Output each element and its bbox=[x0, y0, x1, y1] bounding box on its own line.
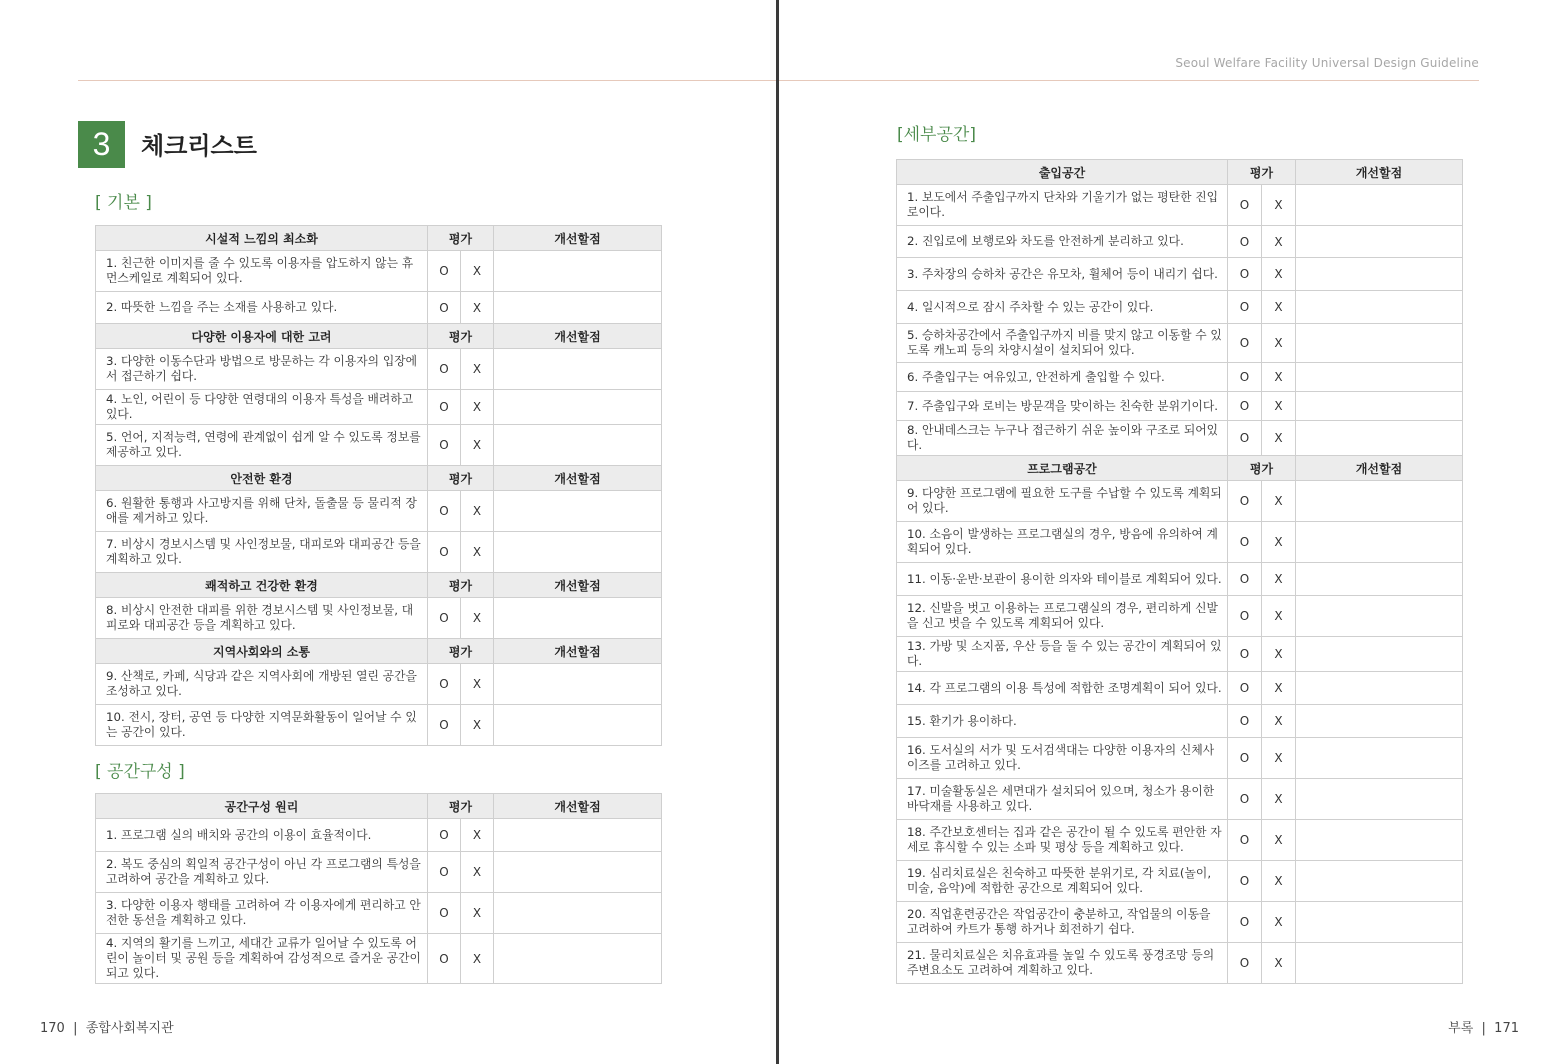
no-option[interactable]: X bbox=[461, 349, 494, 390]
checklist-item-text: 2. 따뜻한 느낌을 주는 소재를 사용하고 있다. bbox=[96, 292, 428, 324]
checklist-item-text: 4. 일시적으로 잠시 주차할 수 있는 공간이 있다. bbox=[897, 291, 1228, 324]
improvement-cell[interactable] bbox=[1296, 226, 1463, 258]
improvement-header: 개선할점 bbox=[494, 466, 662, 491]
improvement-cell[interactable] bbox=[494, 934, 662, 984]
checklist-item-text: 17. 미술활동실은 세면대가 설치되어 있으며, 청소가 용이한 바닥재를 사용하고 있다. bbox=[897, 779, 1228, 820]
yes-option[interactable]: O bbox=[1228, 522, 1262, 563]
improvement-cell[interactable] bbox=[494, 349, 662, 390]
checklist-item-text: 2. 복도 중심의 획일적 공간구성이 아닌 각 프로그램의 특성을 고려하여 공간을 계획하고 있다. bbox=[96, 852, 428, 893]
group-header-row bbox=[96, 226, 662, 251]
group-title: 쾌적하고 건강한 환경 bbox=[96, 573, 428, 598]
improvement-cell[interactable] bbox=[1296, 563, 1463, 596]
checklist-item-text: 12. 신발을 벗고 이용하는 프로그램실의 경우, 편리하게 신발을 신고 벗을 수 있도록 계획되어 있다. bbox=[897, 596, 1228, 637]
yes-option[interactable]: O bbox=[1228, 421, 1262, 456]
no-option[interactable]: X bbox=[461, 819, 494, 852]
no-option[interactable]: X bbox=[1262, 324, 1296, 363]
improvement-cell[interactable] bbox=[1296, 596, 1463, 637]
improvement-cell[interactable] bbox=[494, 425, 662, 466]
improvement-header: 개선할점 bbox=[494, 794, 662, 819]
improvement-cell[interactable] bbox=[1296, 258, 1463, 291]
table-row bbox=[897, 596, 1463, 637]
table-row bbox=[897, 421, 1463, 456]
improvement-cell[interactable] bbox=[1296, 705, 1463, 738]
improvement-cell[interactable] bbox=[494, 852, 662, 893]
checklist-item-text: 4. 노인, 어린이 등 다양한 연령대의 이용자 특성을 배려하고 있다. bbox=[96, 390, 428, 425]
no-option[interactable]: X bbox=[1262, 637, 1296, 672]
no-option[interactable]: X bbox=[1262, 779, 1296, 820]
table-row bbox=[897, 705, 1463, 738]
table-row bbox=[897, 324, 1463, 363]
no-option[interactable]: X bbox=[461, 664, 494, 705]
eval-header: 평가 bbox=[1228, 160, 1296, 185]
table-row bbox=[897, 481, 1463, 522]
group-title: 지역사회와의 소통 bbox=[96, 639, 428, 664]
checklist-item-text: 9. 산책로, 카페, 식당과 같은 지역사회에 개방된 열린 공간을 조성하고 있다. bbox=[96, 664, 428, 705]
no-option[interactable]: X bbox=[1262, 226, 1296, 258]
improvement-cell[interactable] bbox=[1296, 392, 1463, 421]
improvement-cell[interactable] bbox=[1296, 481, 1463, 522]
improvement-cell[interactable] bbox=[1296, 363, 1463, 392]
improvement-header: 개선할점 bbox=[1296, 456, 1463, 481]
table-row bbox=[96, 934, 662, 984]
group-title: 다양한 이용자에 대한 고려 bbox=[96, 324, 428, 349]
detail-checklist-table bbox=[896, 159, 1463, 984]
no-option[interactable]: X bbox=[461, 598, 494, 639]
yes-option[interactable]: O bbox=[428, 598, 461, 639]
yes-option[interactable]: O bbox=[428, 819, 461, 852]
table-row bbox=[96, 251, 662, 292]
no-option[interactable]: X bbox=[1262, 738, 1296, 779]
table-row bbox=[897, 522, 1463, 563]
checklist-item-text: 7. 비상시 경보시스템 및 사인정보물, 대피로와 대피공간 등을 계획하고 있다. bbox=[96, 532, 428, 573]
table-row bbox=[897, 820, 1463, 861]
table-row bbox=[96, 664, 662, 705]
yes-option[interactable]: O bbox=[1228, 185, 1262, 226]
detail-subheading: [세부공간] bbox=[897, 125, 976, 145]
table-row bbox=[897, 672, 1463, 705]
yes-option[interactable]: O bbox=[1228, 392, 1262, 421]
yes-option[interactable]: O bbox=[1228, 563, 1262, 596]
eval-header: 평가 bbox=[428, 226, 494, 251]
no-option[interactable]: X bbox=[461, 852, 494, 893]
improvement-cell[interactable] bbox=[1296, 738, 1463, 779]
no-option[interactable]: X bbox=[1262, 363, 1296, 392]
basic-subheading: [ 기본 ] bbox=[95, 193, 152, 213]
table-row bbox=[96, 349, 662, 390]
group-header-row bbox=[96, 324, 662, 349]
no-option[interactable]: X bbox=[1262, 185, 1296, 226]
table-row bbox=[897, 861, 1463, 902]
table-row bbox=[96, 705, 662, 746]
table-row bbox=[897, 637, 1463, 672]
table-row bbox=[897, 779, 1463, 820]
no-option[interactable]: X bbox=[1262, 672, 1296, 705]
improvement-cell[interactable] bbox=[1296, 820, 1463, 861]
group-header-row bbox=[897, 160, 1463, 185]
yes-option[interactable]: O bbox=[428, 491, 461, 532]
checklist-item-text: 11. 이동·운반·보관이 용이한 의자와 테이블로 계획되어 있다. bbox=[897, 563, 1228, 596]
yes-option[interactable]: O bbox=[1228, 291, 1262, 324]
no-option[interactable]: X bbox=[461, 532, 494, 573]
yes-option[interactable]: O bbox=[428, 390, 461, 425]
group-title: 프로그램공간 bbox=[897, 456, 1228, 481]
table-row bbox=[897, 258, 1463, 291]
improvement-cell[interactable] bbox=[494, 390, 662, 425]
checklist-item-text: 16. 도서실의 서가 및 도서검색대는 다양한 이용자의 신체사이즈를 고려하고 있다. bbox=[897, 738, 1228, 779]
yes-option[interactable]: O bbox=[1228, 226, 1262, 258]
table-row bbox=[96, 292, 662, 324]
table-row bbox=[897, 185, 1463, 226]
folio-left: 170 | 종합사회복지관 bbox=[40, 1021, 174, 1036]
improvement-header: 개선할점 bbox=[494, 226, 662, 251]
improvement-cell[interactable] bbox=[494, 292, 662, 324]
checklist-item-text: 18. 주간보호센터는 집과 같은 공간이 될 수 있도록 편안한 자세로 휴식할 수 있는 소파 및 평상 등을 계획하고 있다. bbox=[897, 820, 1228, 861]
yes-option[interactable]: O bbox=[428, 705, 461, 746]
no-option[interactable]: X bbox=[461, 705, 494, 746]
checklist-item-text: 5. 언어, 지적능력, 연령에 관계없이 쉽게 알 수 있도록 정보를 제공하고 있다. bbox=[96, 425, 428, 466]
improvement-cell[interactable] bbox=[1296, 522, 1463, 563]
improvement-cell[interactable] bbox=[1296, 185, 1463, 226]
header-rule-left bbox=[78, 80, 776, 81]
improvement-cell[interactable] bbox=[494, 532, 662, 573]
space-subheading: [ 공간구성 ] bbox=[95, 762, 185, 782]
table-row bbox=[897, 738, 1463, 779]
group-title: 안전한 환경 bbox=[96, 466, 428, 491]
checklist-item-text: 1. 보도에서 주출입구까지 단차와 기울기가 없는 평탄한 진입로이다. bbox=[897, 185, 1228, 226]
checklist-item-text: 1. 프로그램 실의 배치와 공간의 이용이 효율적이다. bbox=[96, 819, 428, 852]
table-row bbox=[897, 902, 1463, 943]
yes-option[interactable]: O bbox=[428, 251, 461, 292]
checklist-item-text: 6. 주출입구는 여유있고, 안전하게 출입할 수 있다. bbox=[897, 363, 1228, 392]
improvement-cell[interactable] bbox=[494, 664, 662, 705]
no-option[interactable]: X bbox=[1262, 291, 1296, 324]
no-option[interactable]: X bbox=[461, 893, 494, 934]
table-row bbox=[96, 598, 662, 639]
no-option[interactable]: X bbox=[461, 292, 494, 324]
improvement-cell[interactable] bbox=[1296, 291, 1463, 324]
checklist-item-text: 1. 친근한 이미지를 줄 수 있도록 이용자를 압도하지 않는 휴먼스케일로 계획되어 있다. bbox=[96, 251, 428, 292]
no-option[interactable]: X bbox=[461, 425, 494, 466]
group-header-row bbox=[897, 456, 1463, 481]
checklist-item-text: 3. 주차장의 승하차 공간은 유모차, 휠체어 등이 내리기 쉽다. bbox=[897, 258, 1228, 291]
improvement-cell[interactable] bbox=[494, 491, 662, 532]
group-title: 출입공간 bbox=[897, 160, 1228, 185]
yes-option[interactable]: O bbox=[428, 893, 461, 934]
yes-option[interactable]: O bbox=[1228, 258, 1262, 291]
group-header-row bbox=[96, 639, 662, 664]
yes-option[interactable]: O bbox=[428, 532, 461, 573]
checklist-item-text: 9. 다양한 프로그램에 필요한 도구를 수납할 수 있도록 계획되어 있다. bbox=[897, 481, 1228, 522]
eval-header: 평가 bbox=[428, 466, 494, 491]
yes-option[interactable]: O bbox=[1228, 637, 1262, 672]
no-option[interactable]: X bbox=[1262, 421, 1296, 456]
no-option[interactable]: X bbox=[461, 934, 494, 984]
improvement-header: 개선할점 bbox=[494, 573, 662, 598]
improvement-header: 개선할점 bbox=[494, 324, 662, 349]
no-option[interactable]: X bbox=[1262, 943, 1296, 984]
improvement-cell[interactable] bbox=[1296, 943, 1463, 984]
eval-header: 평가 bbox=[428, 324, 494, 349]
checklist-item-text: 5. 승하차공간에서 주출입구까지 비를 맞지 않고 이동할 수 있도록 캐노피 등의 차양시설이 설치되어 있다. bbox=[897, 324, 1228, 363]
yes-option[interactable]: O bbox=[1228, 943, 1262, 984]
improvement-cell[interactable] bbox=[494, 705, 662, 746]
header-rule-right bbox=[779, 80, 1479, 81]
yes-option[interactable]: O bbox=[1228, 705, 1262, 738]
yes-option[interactable]: O bbox=[1228, 481, 1262, 522]
no-option[interactable]: X bbox=[1262, 705, 1296, 738]
yes-option[interactable]: O bbox=[1228, 596, 1262, 637]
page-spine bbox=[776, 0, 779, 1064]
table-row bbox=[897, 291, 1463, 324]
no-option[interactable]: X bbox=[1262, 820, 1296, 861]
section-number-badge: 3 bbox=[78, 121, 125, 168]
yes-option[interactable]: O bbox=[428, 425, 461, 466]
eval-header: 평가 bbox=[428, 794, 494, 819]
yes-option[interactable]: O bbox=[1228, 324, 1262, 363]
checklist-item-text: 10. 전시, 장터, 공연 등 다양한 지역문화활동이 일어날 수 있는 공간이 있다. bbox=[96, 705, 428, 746]
improvement-cell[interactable] bbox=[1296, 779, 1463, 820]
group-header-row bbox=[96, 466, 662, 491]
table-row bbox=[897, 563, 1463, 596]
yes-option[interactable]: O bbox=[428, 852, 461, 893]
table-row bbox=[96, 425, 662, 466]
checklist-item-text: 15. 환기가 용이하다. bbox=[897, 705, 1228, 738]
no-option[interactable]: X bbox=[1262, 563, 1296, 596]
running-header: Seoul Welfare Facility Universal Design Guideline bbox=[1175, 56, 1479, 70]
no-option[interactable]: X bbox=[461, 390, 494, 425]
table-row bbox=[96, 491, 662, 532]
checklist-item-text: 13. 가방 및 소지품, 우산 등을 둘 수 있는 공간이 계획되어 있다. bbox=[897, 637, 1228, 672]
no-option[interactable]: X bbox=[1262, 861, 1296, 902]
basic-checklist-table bbox=[95, 225, 662, 746]
improvement-cell[interactable] bbox=[494, 819, 662, 852]
yes-option[interactable]: O bbox=[1228, 779, 1262, 820]
improvement-cell[interactable] bbox=[1296, 637, 1463, 672]
yes-option[interactable]: O bbox=[1228, 363, 1262, 392]
checklist-item-text: 8. 비상시 안전한 대피를 위한 경보시스템 및 사인정보물, 대피로와 대피공간 등을 계획하고 있다. bbox=[96, 598, 428, 639]
no-option[interactable]: X bbox=[1262, 522, 1296, 563]
checklist-item-text: 20. 직업훈련공간은 작업공간이 충분하고, 작업물의 이동을 고려하여 카트가 통행 하거나 회전하기 쉽다. bbox=[897, 902, 1228, 943]
improvement-cell[interactable] bbox=[494, 598, 662, 639]
improvement-cell[interactable] bbox=[494, 251, 662, 292]
yes-option[interactable]: O bbox=[428, 934, 461, 984]
checklist-item-text: 10. 소음이 발생하는 프로그램실의 경우, 방음에 유의하여 계획되어 있다. bbox=[897, 522, 1228, 563]
checklist-item-text: 3. 다양한 이동수단과 방법으로 방문하는 각 이용자의 입장에서 접근하기 쉽다. bbox=[96, 349, 428, 390]
table-row bbox=[897, 226, 1463, 258]
table-row bbox=[96, 532, 662, 573]
improvement-header: 개선할점 bbox=[494, 639, 662, 664]
no-option[interactable]: X bbox=[461, 491, 494, 532]
yes-option[interactable]: O bbox=[1228, 861, 1262, 902]
no-option[interactable]: X bbox=[1262, 392, 1296, 421]
yes-option[interactable]: O bbox=[428, 292, 461, 324]
table-row bbox=[96, 852, 662, 893]
no-option[interactable]: X bbox=[1262, 258, 1296, 291]
checklist-item-text: 2. 진입로에 보행로와 차도를 안전하게 분리하고 있다. bbox=[897, 226, 1228, 258]
checklist-item-text: 6. 원활한 통행과 사고방지를 위해 단차, 돌출물 등 물리적 장애를 제거하고 있다. bbox=[96, 491, 428, 532]
improvement-cell[interactable] bbox=[494, 893, 662, 934]
checklist-item-text: 7. 주출입구와 로비는 방문객을 맞이하는 친숙한 분위기이다. bbox=[897, 392, 1228, 421]
checklist-item-text: 4. 지역의 활기를 느끼고, 세대간 교류가 일어날 수 있도록 어린이 놀이터 및 공원 등을 계획하여 감성적으로 즐거운 공간이 되고 있다. bbox=[96, 934, 428, 984]
yes-option[interactable]: O bbox=[1228, 902, 1262, 943]
checklist-item-text: 8. 안내데스크는 누구나 접근하기 쉬운 높이와 구조로 되어있다. bbox=[897, 421, 1228, 456]
space-checklist-table bbox=[95, 793, 662, 984]
improvement-cell[interactable] bbox=[1296, 324, 1463, 363]
checklist-item-text: 21. 물리치료실은 치유효과를 높일 수 있도록 풍경조망 등의 주변요소도 고려하여 계획하고 있다. bbox=[897, 943, 1228, 984]
group-header-row bbox=[96, 794, 662, 819]
eval-header: 평가 bbox=[428, 639, 494, 664]
checklist-item-text: 14. 각 프로그램의 이용 특성에 적합한 조명계획이 되어 있다. bbox=[897, 672, 1228, 705]
improvement-cell[interactable] bbox=[1296, 672, 1463, 705]
table-row bbox=[96, 390, 662, 425]
checklist-item-text: 3. 다양한 이용자 행태를 고려하여 각 이용자에게 편리하고 안전한 동선을 계획하고 있다. bbox=[96, 893, 428, 934]
yes-option[interactable]: O bbox=[428, 664, 461, 705]
table-row bbox=[897, 392, 1463, 421]
yes-option[interactable]: O bbox=[1228, 672, 1262, 705]
checklist-item-text: 19. 심리치료실은 친숙하고 따뜻한 분위기로, 각 치료(놀이, 미술, 음악)에 적합한 공간으로 계획되어 있다. bbox=[897, 861, 1228, 902]
group-title: 시설적 느낌의 최소화 bbox=[96, 226, 428, 251]
improvement-cell[interactable] bbox=[1296, 861, 1463, 902]
group-title: 공간구성 원리 bbox=[96, 794, 428, 819]
no-option[interactable]: X bbox=[1262, 902, 1296, 943]
no-option[interactable]: X bbox=[1262, 596, 1296, 637]
table-row bbox=[897, 363, 1463, 392]
eval-header: 평가 bbox=[428, 573, 494, 598]
table-row bbox=[96, 893, 662, 934]
folio-right: 부록 | 171 bbox=[1448, 1021, 1519, 1036]
improvement-cell[interactable] bbox=[1296, 421, 1463, 456]
no-option[interactable]: X bbox=[461, 251, 494, 292]
improvement-header: 개선할점 bbox=[1296, 160, 1463, 185]
table-row bbox=[897, 943, 1463, 984]
no-option[interactable]: X bbox=[1262, 481, 1296, 522]
yes-option[interactable]: O bbox=[1228, 738, 1262, 779]
section-title: 체크리스트 bbox=[141, 132, 257, 160]
table-row bbox=[96, 819, 662, 852]
group-header-row bbox=[96, 573, 662, 598]
eval-header: 평가 bbox=[1228, 456, 1296, 481]
yes-option[interactable]: O bbox=[428, 349, 461, 390]
improvement-cell[interactable] bbox=[1296, 902, 1463, 943]
yes-option[interactable]: O bbox=[1228, 820, 1262, 861]
